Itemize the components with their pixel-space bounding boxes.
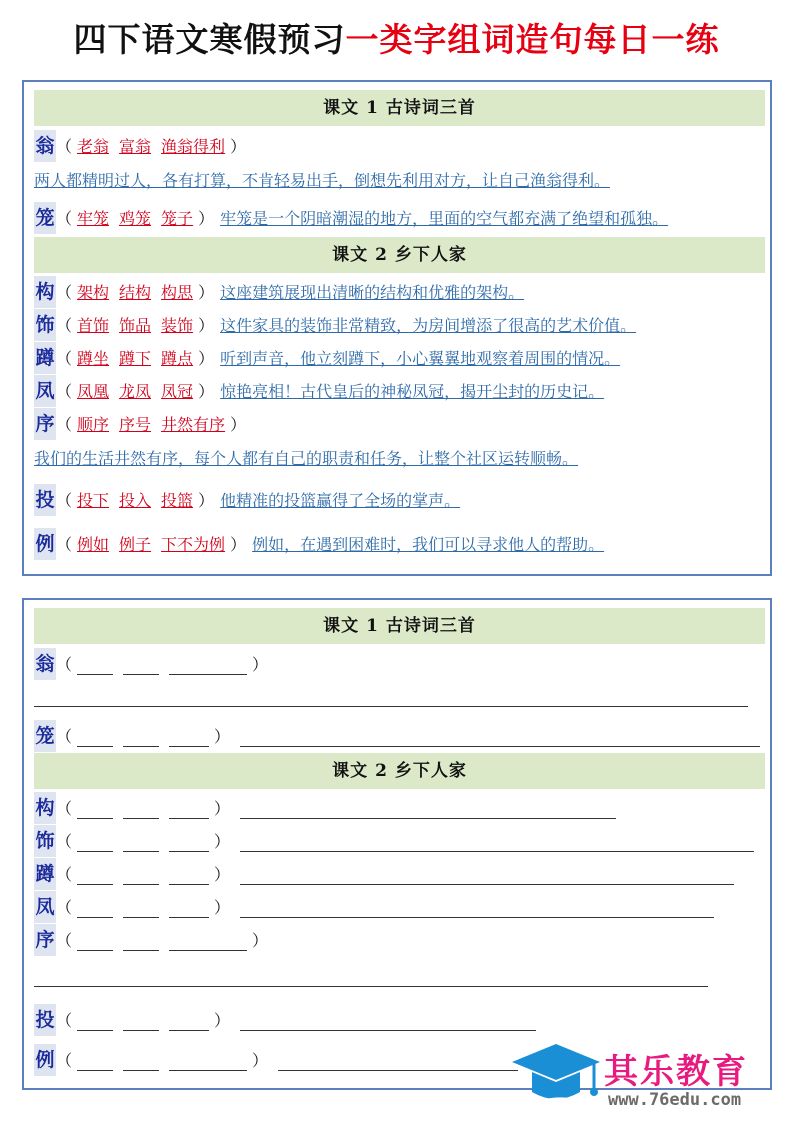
word-blank[interactable] (77, 1052, 113, 1071)
word-blank[interactable] (169, 866, 209, 885)
paren-open: （ (56, 491, 73, 510)
word: 蹲下 (119, 349, 152, 368)
entry-li (34, 528, 766, 560)
word: 投入 (119, 491, 152, 510)
word-blank[interactable] (123, 1052, 159, 1071)
sentence-weng: 两人都精明过人，各有打算，不肯轻易出手，倒想先利用对方，让自己渔翁得利。 (34, 171, 611, 190)
char-tou: 投 (34, 1004, 56, 1036)
practice-tou (34, 1004, 766, 1036)
char-feng: 凤 (34, 891, 56, 923)
word: 凤冠 (161, 382, 194, 401)
paren-close: ） (214, 727, 231, 746)
paren-close: ） (214, 1011, 231, 1030)
paren-close: ） (252, 655, 269, 674)
char-dun: 蹲 (34, 858, 56, 890)
word-blank[interactable] (169, 833, 209, 852)
word-blank[interactable] (123, 899, 159, 918)
word: 例如 (77, 535, 110, 554)
word: 蹲坐 (77, 349, 110, 368)
word: 投下 (77, 491, 110, 510)
paren-close: ） (214, 898, 231, 917)
char-li: 例 (34, 528, 56, 560)
word: 井然有序 (161, 415, 226, 434)
char-long: 笼 (34, 720, 56, 752)
logo-name: 其乐教育 (604, 1052, 748, 1092)
sentence-line[interactable] (34, 986, 708, 987)
sentence-li: 例如，在遇到困难时，我们可以寻求他人的帮助。 (252, 535, 605, 554)
word-blank[interactable] (169, 800, 209, 819)
paren-open: （ (56, 283, 73, 302)
word: 饰品 (119, 316, 152, 335)
word-blank[interactable] (123, 932, 159, 951)
paren-open: （ (56, 832, 73, 851)
practice-lesson2-header: 课文 2 乡下人家 (34, 753, 765, 789)
char-shi: 饰 (34, 309, 56, 341)
word: 蹲点 (161, 349, 194, 368)
sentence-tou: 他精准的投篮赢得了全场的掌声。 (220, 491, 461, 510)
paren-close: ） (230, 415, 247, 434)
char-dun: 蹲 (34, 342, 56, 374)
word-blank[interactable] (77, 800, 113, 819)
word-blank[interactable] (77, 866, 113, 885)
paren-close: ） (198, 349, 215, 368)
sentence-line[interactable] (240, 899, 714, 918)
sentence-line[interactable] (240, 728, 760, 747)
char-tou: 投 (34, 484, 56, 516)
sentence-line[interactable] (278, 1052, 518, 1071)
word-blank[interactable] (123, 656, 159, 675)
word: 牢笼 (77, 209, 110, 228)
lesson1-header: 课文 1 古诗词三首 (34, 90, 765, 126)
practice-weng (34, 648, 766, 680)
paren-close: ） (252, 1051, 269, 1070)
word: 装饰 (161, 316, 194, 335)
sentence-line[interactable] (240, 1012, 536, 1031)
word-blank[interactable] (169, 1052, 247, 1071)
paren-open: （ (56, 1011, 73, 1030)
word-blank[interactable] (77, 899, 113, 918)
paren-close: ） (198, 209, 215, 228)
word: 凤凰 (77, 382, 110, 401)
paren-close: ） (230, 535, 247, 554)
word-blank[interactable] (169, 728, 209, 747)
word: 结构 (119, 283, 152, 302)
word: 首饰 (77, 316, 110, 335)
entry-feng (34, 375, 766, 407)
word: 例子 (119, 535, 152, 554)
paren-open: （ (56, 349, 73, 368)
word: 架构 (77, 283, 110, 302)
logo (508, 1040, 788, 1116)
paren-close: ） (214, 865, 231, 884)
entry-weng (34, 130, 766, 162)
sentence-long: 牢笼是一个阴暗潮湿的地方，里面的空气都充满了绝望和孤独。 (220, 209, 669, 228)
word: 龙凤 (119, 382, 152, 401)
practice-feng (34, 891, 766, 923)
practice-dun (34, 858, 766, 890)
char-shi: 饰 (34, 825, 56, 857)
sentence-xu: 我们的生活井然有序，每个人都有自己的职责和任务，让整个社区运转顺畅。 (34, 449, 579, 468)
word: 老翁 (77, 137, 110, 156)
paren-close: ） (214, 799, 231, 818)
sentence-dun: 听到声音，他立刻蹲下，小心翼翼地观察着周围的情况。 (220, 349, 621, 368)
word: 顺序 (77, 415, 110, 434)
paren-open: （ (56, 209, 73, 228)
title-sub: 一类字组词造句每日一练 (345, 20, 720, 59)
paren-open: （ (56, 727, 73, 746)
word: 富翁 (119, 137, 152, 156)
word: 构思 (161, 283, 194, 302)
practice-shi (34, 825, 766, 857)
word-blank[interactable] (77, 833, 113, 852)
logo-url: www.76edu.com (608, 1090, 742, 1110)
word: 鸡笼 (119, 209, 152, 228)
char-xu: 序 (34, 924, 56, 956)
paren-close: ） (198, 316, 215, 335)
paren-close: ） (214, 832, 231, 851)
sentence-shi: 这件家具的装饰非常精致，为房间增添了很高的艺术价值。 (220, 316, 637, 335)
word-blank[interactable] (123, 1012, 159, 1031)
sentence-line[interactable] (240, 866, 734, 885)
word-blank[interactable] (169, 1012, 209, 1031)
entry-dun (34, 342, 766, 374)
word-blank[interactable] (77, 932, 113, 951)
paren-open: （ (56, 799, 73, 818)
practice-long (34, 720, 766, 752)
char-li: 例 (34, 1044, 56, 1076)
word: 序号 (119, 415, 152, 434)
char-long: 笼 (34, 202, 56, 234)
word: 下不为例 (161, 535, 226, 554)
practice-lesson1-header: 课文 1 古诗词三首 (34, 608, 765, 644)
entry-shi (34, 309, 766, 341)
paren-open: （ (56, 535, 73, 554)
answer-section (22, 80, 772, 576)
word-blank[interactable] (123, 800, 159, 819)
practice-section (22, 598, 772, 1090)
paren-close: ） (252, 931, 269, 950)
word-blank[interactable] (169, 656, 247, 675)
sentence-feng: 惊艳亮相！古代皇后的神秘凤冠，揭开尘封的历史记。 (220, 382, 605, 401)
word-blank[interactable] (123, 833, 159, 852)
word: 笼子 (161, 209, 194, 228)
paren-open: （ (56, 898, 73, 917)
paren-close: ） (198, 382, 215, 401)
sentence-gou: 这座建筑展现出清晰的结构和优雅的架构。 (220, 283, 525, 302)
paren-open: （ (56, 655, 73, 674)
paren-close: ） (198, 491, 215, 510)
practice-xu (34, 924, 766, 956)
paren-close: ） (198, 283, 215, 302)
practice-gou (34, 792, 766, 824)
paren-open: （ (56, 137, 73, 156)
sentence-line[interactable] (240, 800, 616, 819)
entry-gou (34, 276, 766, 308)
char-gou: 构 (34, 792, 56, 824)
char-xu: 序 (34, 408, 56, 440)
word-blank[interactable] (123, 728, 159, 747)
paren-close: ） (230, 137, 247, 156)
paren-open: （ (56, 415, 73, 434)
word-blank[interactable] (169, 899, 209, 918)
char-gou: 构 (34, 276, 56, 308)
sentence-line[interactable] (240, 833, 754, 852)
entry-long (34, 202, 766, 234)
lesson2-header: 课文 2 乡下人家 (34, 237, 765, 273)
word-blank[interactable] (77, 656, 113, 675)
sentence-line[interactable] (34, 706, 748, 707)
char-weng: 翁 (34, 648, 56, 680)
paren-open: （ (56, 931, 73, 950)
char-feng: 凤 (34, 375, 56, 407)
word: 渔翁得利 (161, 137, 226, 156)
entry-xu (34, 408, 766, 440)
word-blank[interactable] (77, 1012, 113, 1031)
page-title (0, 14, 793, 61)
paren-open: （ (56, 865, 73, 884)
word-blank[interactable] (77, 728, 113, 747)
paren-open: （ (56, 316, 73, 335)
word: 投篮 (161, 491, 194, 510)
paren-open: （ (56, 1051, 73, 1070)
entry-tou (34, 484, 766, 516)
char-weng: 翁 (34, 130, 56, 162)
paren-open: （ (56, 382, 73, 401)
word-blank[interactable] (169, 932, 247, 951)
graduation-cap-icon (508, 1040, 604, 1116)
word-blank[interactable] (123, 866, 159, 885)
title-main: 四下语文寒假预习 (73, 20, 346, 59)
